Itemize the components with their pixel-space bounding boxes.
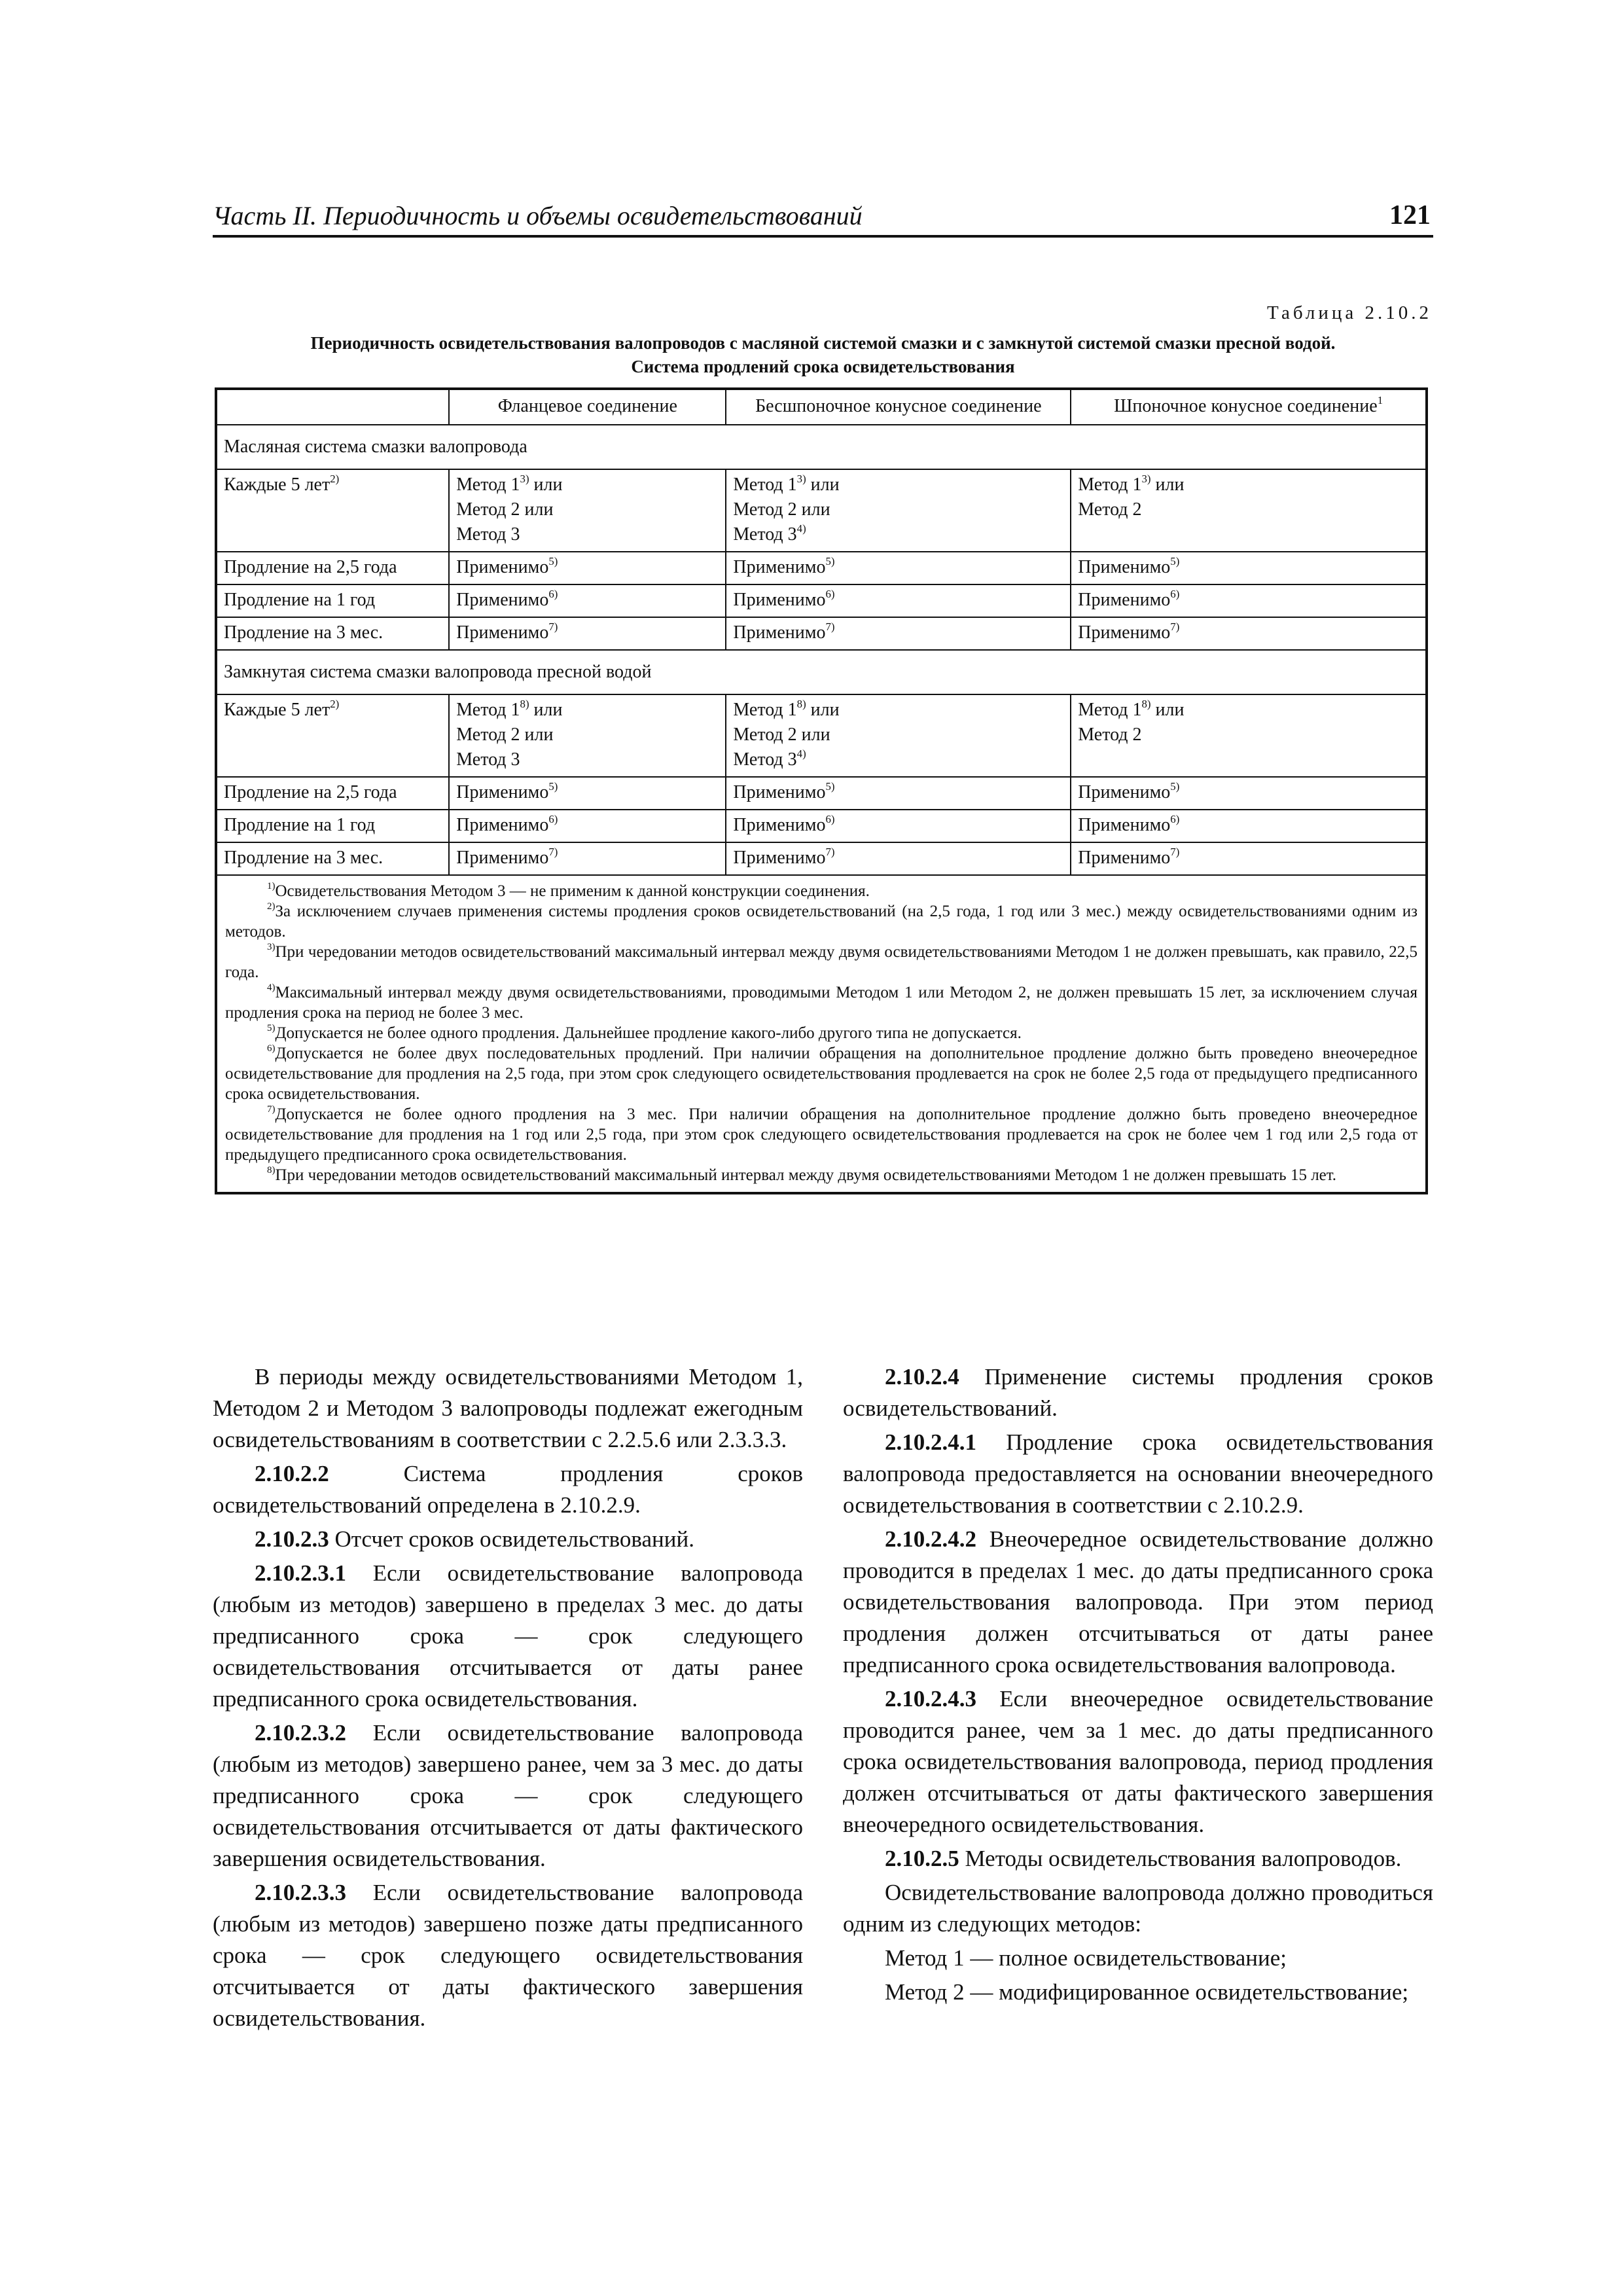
footnote-ref: 6) xyxy=(825,812,835,825)
cell-text: Применимо xyxy=(1078,848,1171,868)
footnote-ref: 5) xyxy=(1170,780,1180,793)
cell-text: Применимо xyxy=(456,815,549,835)
cell-text-suffix: или xyxy=(529,700,563,720)
footnote-ref: 6) xyxy=(548,587,558,600)
clause-number: 2.10.2.3 xyxy=(255,1526,329,1552)
table-cell xyxy=(1071,810,1427,842)
table-row xyxy=(216,584,1427,617)
footnote-ref: 5) xyxy=(825,780,835,793)
cell-text: Метод 2 xyxy=(1078,499,1142,520)
cell-line xyxy=(1078,723,1419,747)
cell-text: Метод 3 xyxy=(733,524,797,545)
table-cell xyxy=(1071,694,1427,777)
cell-text: Применимо xyxy=(1078,815,1171,835)
row-label xyxy=(216,777,449,810)
footnote-number: 3) xyxy=(267,941,276,952)
row-label-text: Продление на 1 год xyxy=(224,815,376,835)
cell-line xyxy=(1078,497,1419,522)
cell-text: Метод 1 xyxy=(456,475,520,495)
cell-line xyxy=(733,473,1063,497)
cell-line xyxy=(733,747,1063,772)
footnote-text: Максимальный интервал между двумя освидетельствованиями, проводимыми Методом 1 или Методом 2, не должен превышать 15 лет, за исключением случая продления срока на период не более 3 мес. xyxy=(225,984,1418,1022)
footnote xyxy=(225,1023,1418,1043)
cell-line xyxy=(456,473,719,497)
cell-text: Применимо xyxy=(456,622,549,643)
running-title: Часть II. Периодичность и объемы освидетельствований xyxy=(213,201,863,230)
paragraph-text: Система продления сроков освидетельствований определена в 2.10.2.9. xyxy=(213,1461,803,1518)
row-label-text: Продление на 3 мес. xyxy=(224,622,383,643)
footnote-text: Освидетельствования Методом 3 — не применим к данной конструкции соединения. xyxy=(275,882,870,900)
paragraph-text: Применение системы продления сроков освидетельствований. xyxy=(843,1364,1433,1421)
footnote-ref: 5) xyxy=(548,780,558,793)
cell-line xyxy=(733,846,1063,870)
paragraph xyxy=(843,1877,1433,1940)
paragraph xyxy=(843,1361,1433,1424)
cell-line xyxy=(456,497,719,522)
table-label: Таблица 2.10.2 xyxy=(1266,302,1432,323)
column-header xyxy=(1071,389,1427,425)
cell-line xyxy=(456,522,719,547)
footnote-number: 6) xyxy=(267,1043,276,1054)
paragraph xyxy=(843,1683,1433,1840)
column-header xyxy=(449,389,726,425)
clause-number: 2.10.2.3.2 xyxy=(255,1720,346,1746)
row-label-text: Продление на 3 мес. xyxy=(224,848,383,868)
row-label xyxy=(216,842,449,875)
footnote-number: 1) xyxy=(267,880,276,891)
cell-line xyxy=(456,846,719,870)
row-label xyxy=(216,584,449,617)
cell-line xyxy=(733,813,1063,838)
footnote xyxy=(225,1104,1418,1165)
section-row xyxy=(216,650,1427,694)
table-cell xyxy=(1071,469,1427,552)
footnote-text: При чередовании методов освидетельствований максимальный интервал между двумя освидетельствованиями Методом 1 не должен превышать 15 лет. xyxy=(275,1166,1337,1184)
row-label xyxy=(216,810,449,842)
cell-text-suffix: или xyxy=(1150,700,1185,720)
section-title: Замкнутая система смазки валопровода пресной водой xyxy=(216,650,1427,694)
cell-line xyxy=(1078,813,1419,838)
column-header-text: Фланцевое соединение xyxy=(497,396,677,416)
table-row xyxy=(216,469,1427,552)
clause-number: 2.10.2.3.1 xyxy=(255,1560,346,1586)
cell-text: Метод 2 или xyxy=(733,725,830,745)
row-label xyxy=(216,552,449,584)
footnote-text: Допускается не более двух последовательных продлений. При наличии обращения на дополнительное продление должно быть проведено внеочередное освидетельствование для продления на 2,5 года, при этом срок следующего освидетельствования продлевается на срок не более 2,5 года от предыдущего предписанного срока освидетельствования. xyxy=(225,1045,1418,1103)
footnote-ref: 3) xyxy=(1141,472,1151,485)
table-cell xyxy=(449,777,726,810)
footnote xyxy=(225,1165,1418,1185)
row-label xyxy=(216,469,449,552)
footnote xyxy=(225,881,1418,901)
footnote-ref: 6) xyxy=(825,587,835,600)
clause-number: 2.10.2.3.3 xyxy=(255,1880,346,1905)
paragraph xyxy=(843,1524,1433,1681)
row-label-text: Каждые 5 лет xyxy=(224,475,330,495)
paragraph-text: Если освидетельствование валопровода (любым из методов) завершено позже даты предписанного срока — срок следующего освидетельствования отсчитывается от даты фактического завершения освидетельствования. xyxy=(213,1880,803,2031)
clause-number: 2.10.2.4.2 xyxy=(885,1526,976,1552)
footnote-ref: 3) xyxy=(520,472,529,485)
footnote-ref: 8) xyxy=(796,697,806,710)
cell-text-suffix: или xyxy=(529,475,563,495)
cell-line xyxy=(456,620,719,645)
footnote-ref: 7) xyxy=(1170,845,1180,858)
clause-number: 2.10.2.2 xyxy=(255,1461,329,1486)
table-cell xyxy=(1071,552,1427,584)
cell-line xyxy=(456,698,719,723)
paragraph xyxy=(213,1877,803,2034)
table-cell xyxy=(726,810,1071,842)
table-cell xyxy=(726,777,1071,810)
table-row xyxy=(216,617,1427,650)
paragraph-text: Если внеочередное освидетельствование проводится ранее, чем за 1 мес. до даты предписанного срока освидетельствования валопровода, период продления должен отсчитываться от даты фактического завершения внеочередного освидетельствования. xyxy=(843,1686,1433,1837)
table-cell xyxy=(1071,584,1427,617)
cell-text: Метод 1 xyxy=(456,700,520,720)
cell-line xyxy=(456,747,719,772)
cell-line xyxy=(456,723,719,747)
cell-text: Метод 1 xyxy=(1078,475,1142,495)
cell-text: Применимо xyxy=(456,782,549,802)
cell-text: Применимо xyxy=(733,622,826,643)
table-row xyxy=(216,694,1427,777)
footnote-ref: 6) xyxy=(1170,812,1180,825)
footnote-ref: 8) xyxy=(520,697,529,710)
column-header xyxy=(216,389,449,425)
cell-text: Применимо xyxy=(1078,557,1171,577)
footnote-ref: 8) xyxy=(1141,697,1151,710)
row-label-text: Продление на 2,5 года xyxy=(224,557,397,577)
footnote-ref: 7) xyxy=(548,620,558,633)
table-cell xyxy=(726,694,1071,777)
cell-text: Применимо xyxy=(733,815,826,835)
table-cell xyxy=(449,552,726,584)
paragraph-text: Если освидетельствование валопровода (любым из методов) завершено в пределах 3 мес. до даты предписанного срока — срок следующего освидетельствования отсчитывается от даты ранее предписанного срока освидетельствования. xyxy=(213,1560,803,1712)
table-cell xyxy=(449,810,726,842)
cell-text: Метод 3 xyxy=(733,749,797,770)
footnote-ref: 5) xyxy=(825,554,835,567)
cell-line xyxy=(456,588,719,613)
paragraph-text: Продление срока освидетельствования валопровода предоставляется на основании внеочередного освидетельствования в соответствии с 2.10.2.9. xyxy=(843,1429,1433,1518)
section-row xyxy=(216,425,1427,469)
cell-text: Метод 2 или xyxy=(456,725,554,745)
paragraph-text: Внеочередное освидетельствование должно проводится в пределах 1 мес. до даты предписанного срока освидетельствования валопровода. При этом период продления должен отсчитываться от даты ранее предписанного срока освидетельствования валопровода. xyxy=(843,1526,1433,1677)
row-label xyxy=(216,617,449,650)
table-cell xyxy=(449,469,726,552)
footnote-number: 8) xyxy=(267,1164,276,1175)
footnote-ref: 7) xyxy=(825,620,835,633)
paragraph xyxy=(843,1943,1433,1974)
paragraph-text: В периоды между освидетельствованиями Методом 1, Методом 2 и Методом 3 валопроводы подлежат ежегодным освидетельствованиям в соответствии с 2.2.5.6 или 2.3.3.3. xyxy=(213,1364,803,1452)
cell-text: Применимо xyxy=(1078,590,1171,610)
paragraph xyxy=(843,1427,1433,1521)
cell-text: Применимо xyxy=(456,590,549,610)
footnote-ref: 7) xyxy=(825,845,835,858)
row-label-text: Продление на 1 год xyxy=(224,590,376,610)
column-header xyxy=(726,389,1071,425)
clause-number: 2.10.2.4.3 xyxy=(885,1686,976,1712)
table-row xyxy=(216,777,1427,810)
cell-line xyxy=(1078,780,1419,805)
footnote-text: При чередовании методов освидетельствований максимальный интервал между двумя освидетельствованиями Методом 1 не должен превышать, как правило, 22,5 года. xyxy=(225,943,1418,981)
table-cell xyxy=(449,617,726,650)
table-cell xyxy=(726,842,1071,875)
paragraph-text: Если освидетельствование валопровода (любым из методов) завершено ранее, чем за 3 мес. до даты предписанного срока — срок следующего освидетельствования отсчитывается от даты фактического завершения освидетельствования. xyxy=(213,1720,803,1871)
paragraph-text: Отсчет сроков освидетельствований. xyxy=(329,1526,694,1552)
page-number: 121 xyxy=(1389,200,1431,230)
cell-line xyxy=(733,698,1063,723)
table-caption-line-1: Периодичность освидетельствования валопроводов с масляной системой смазки и с замкнутой системой смазки пресной водой. xyxy=(310,333,1336,353)
cell-text: Применимо xyxy=(733,848,826,868)
cell-line xyxy=(1078,620,1419,645)
clause-number: 2.10.2.5 xyxy=(885,1846,959,1871)
footnote-ref: 3) xyxy=(796,472,806,485)
paragraph xyxy=(213,1458,803,1521)
cell-line xyxy=(733,522,1063,547)
cell-text: Метод 1 xyxy=(733,475,797,495)
table-cell xyxy=(449,842,726,875)
cell-line xyxy=(733,555,1063,580)
cell-text-suffix: или xyxy=(806,700,840,720)
cell-line xyxy=(733,780,1063,805)
footnote-ref: 2) xyxy=(330,697,340,710)
footnote-text: Допускается не более одного продления на 3 мес. При наличии обращения на дополнительное продление должно быть проведено внеочередное освидетельствование для продления на 1 год или 2,5 года, при этом срок следующего освидетельствования продлевается на срок не более чем 1 год или 2,5 года от предыдущего предписанного срока освидетельствования. xyxy=(225,1105,1418,1164)
footnote-ref: 4) xyxy=(796,522,806,535)
cell-line xyxy=(1078,555,1419,580)
paragraph xyxy=(213,1361,803,1456)
cell-text: Применимо xyxy=(456,848,549,868)
cell-line xyxy=(456,555,719,580)
footnote-text: За исключением случаев применения системы продления сроков освидетельствований (на 2,5 года, 1 год или 3 мес.) между освидетельствованиями одним из методов. xyxy=(225,903,1418,941)
table-row xyxy=(216,552,1427,584)
body-column-left xyxy=(213,1361,803,2037)
table-cell xyxy=(449,584,726,617)
table-cell xyxy=(726,617,1071,650)
footnote-ref: 7) xyxy=(1170,620,1180,633)
cell-text: Применимо xyxy=(733,782,826,802)
footnote-ref: 2) xyxy=(330,472,340,485)
footnote-ref: 4) xyxy=(796,747,806,760)
paragraph-text: Освидетельствование валопровода должно проводиться одним из следующих методов: xyxy=(843,1880,1433,1937)
cell-text: Метод 1 xyxy=(1078,700,1142,720)
body-column-right xyxy=(843,1361,1433,2011)
paragraph xyxy=(843,1843,1433,1874)
cell-line xyxy=(1078,588,1419,613)
cell-text: Метод 3 xyxy=(456,749,520,770)
table-header-row xyxy=(216,389,1427,425)
paragraph-text: Метод 2 — модифицированное освидетельствование; xyxy=(885,1979,1409,2005)
table-cell xyxy=(1071,777,1427,810)
column-header-text: Бесшпоночное конусное соединение xyxy=(755,396,1042,416)
footnote-number: 4) xyxy=(267,982,276,993)
footnotes xyxy=(216,875,1427,1193)
paragraph xyxy=(213,1524,803,1555)
footnote-ref: 1 xyxy=(1377,393,1383,406)
cell-text-suffix: или xyxy=(806,475,840,495)
table-cell xyxy=(726,552,1071,584)
footnote-ref: 7) xyxy=(548,845,558,858)
table-cell xyxy=(726,469,1071,552)
cell-text: Метод 2 или xyxy=(456,499,554,520)
cell-line xyxy=(733,497,1063,522)
footnote-text: Допускается не более одного продления. Дальнейшее продление какого-либо другого типа не допускается. xyxy=(275,1024,1022,1042)
clause-number: 2.10.2.4.1 xyxy=(885,1429,976,1455)
row-label-text: Продление на 2,5 года xyxy=(224,782,397,802)
cell-line xyxy=(733,620,1063,645)
cell-line xyxy=(1078,846,1419,870)
footnote xyxy=(225,942,1418,982)
page-header xyxy=(213,198,1433,238)
footnote-number: 5) xyxy=(267,1022,276,1033)
column-header-text: Шпоночное конусное соединение xyxy=(1114,396,1378,416)
row-label-text: Каждые 5 лет xyxy=(224,700,330,720)
table-caption xyxy=(213,331,1433,378)
cell-line xyxy=(733,588,1063,613)
table-cell xyxy=(726,584,1071,617)
footnote-number: 7) xyxy=(267,1103,276,1115)
footnote-number: 2) xyxy=(267,901,276,912)
table-cell xyxy=(449,694,726,777)
paragraph xyxy=(213,1717,803,1874)
footnote-ref: 5) xyxy=(1170,554,1180,567)
table-row xyxy=(216,842,1427,875)
table-caption-line-2: Система продлений срока освидетельствования xyxy=(631,357,1015,376)
paragraph-text: Методы освидетельствования валопроводов. xyxy=(959,1846,1402,1871)
paragraph xyxy=(213,1558,803,1715)
cell-text: Применимо xyxy=(1078,622,1171,643)
cell-line xyxy=(456,780,719,805)
footnote xyxy=(225,1043,1418,1104)
clause-number: 2.10.2.4 xyxy=(885,1364,959,1390)
row-label xyxy=(216,694,449,777)
cell-text: Применимо xyxy=(733,557,826,577)
cell-line xyxy=(1078,698,1419,723)
table-row xyxy=(216,810,1427,842)
cell-line xyxy=(1078,473,1419,497)
footnote-ref: 6) xyxy=(548,812,558,825)
footnote xyxy=(225,901,1418,942)
table-cell xyxy=(1071,617,1427,650)
cell-text-suffix: или xyxy=(1150,475,1185,495)
paragraph-text: Метод 1 — полное освидетельствование; xyxy=(885,1945,1287,1971)
cell-text: Метод 2 или xyxy=(733,499,830,520)
section-title: Масляная система смазки валопровода xyxy=(216,425,1427,469)
cell-line xyxy=(456,813,719,838)
cell-text: Метод 3 xyxy=(456,524,520,545)
cell-text: Метод 1 xyxy=(733,700,797,720)
paragraph xyxy=(843,1977,1433,2008)
table-cell xyxy=(1071,842,1427,875)
cell-text: Метод 2 xyxy=(1078,725,1142,745)
footnote xyxy=(225,982,1418,1023)
footnote-ref: 5) xyxy=(548,554,558,567)
cell-line xyxy=(733,723,1063,747)
footnote-ref: 6) xyxy=(1170,587,1180,600)
cell-text: Применимо xyxy=(456,557,549,577)
cell-text: Применимо xyxy=(1078,782,1171,802)
cell-text: Применимо xyxy=(733,590,826,610)
periodicity-table xyxy=(215,387,1428,1194)
footnotes-row xyxy=(216,875,1427,1193)
